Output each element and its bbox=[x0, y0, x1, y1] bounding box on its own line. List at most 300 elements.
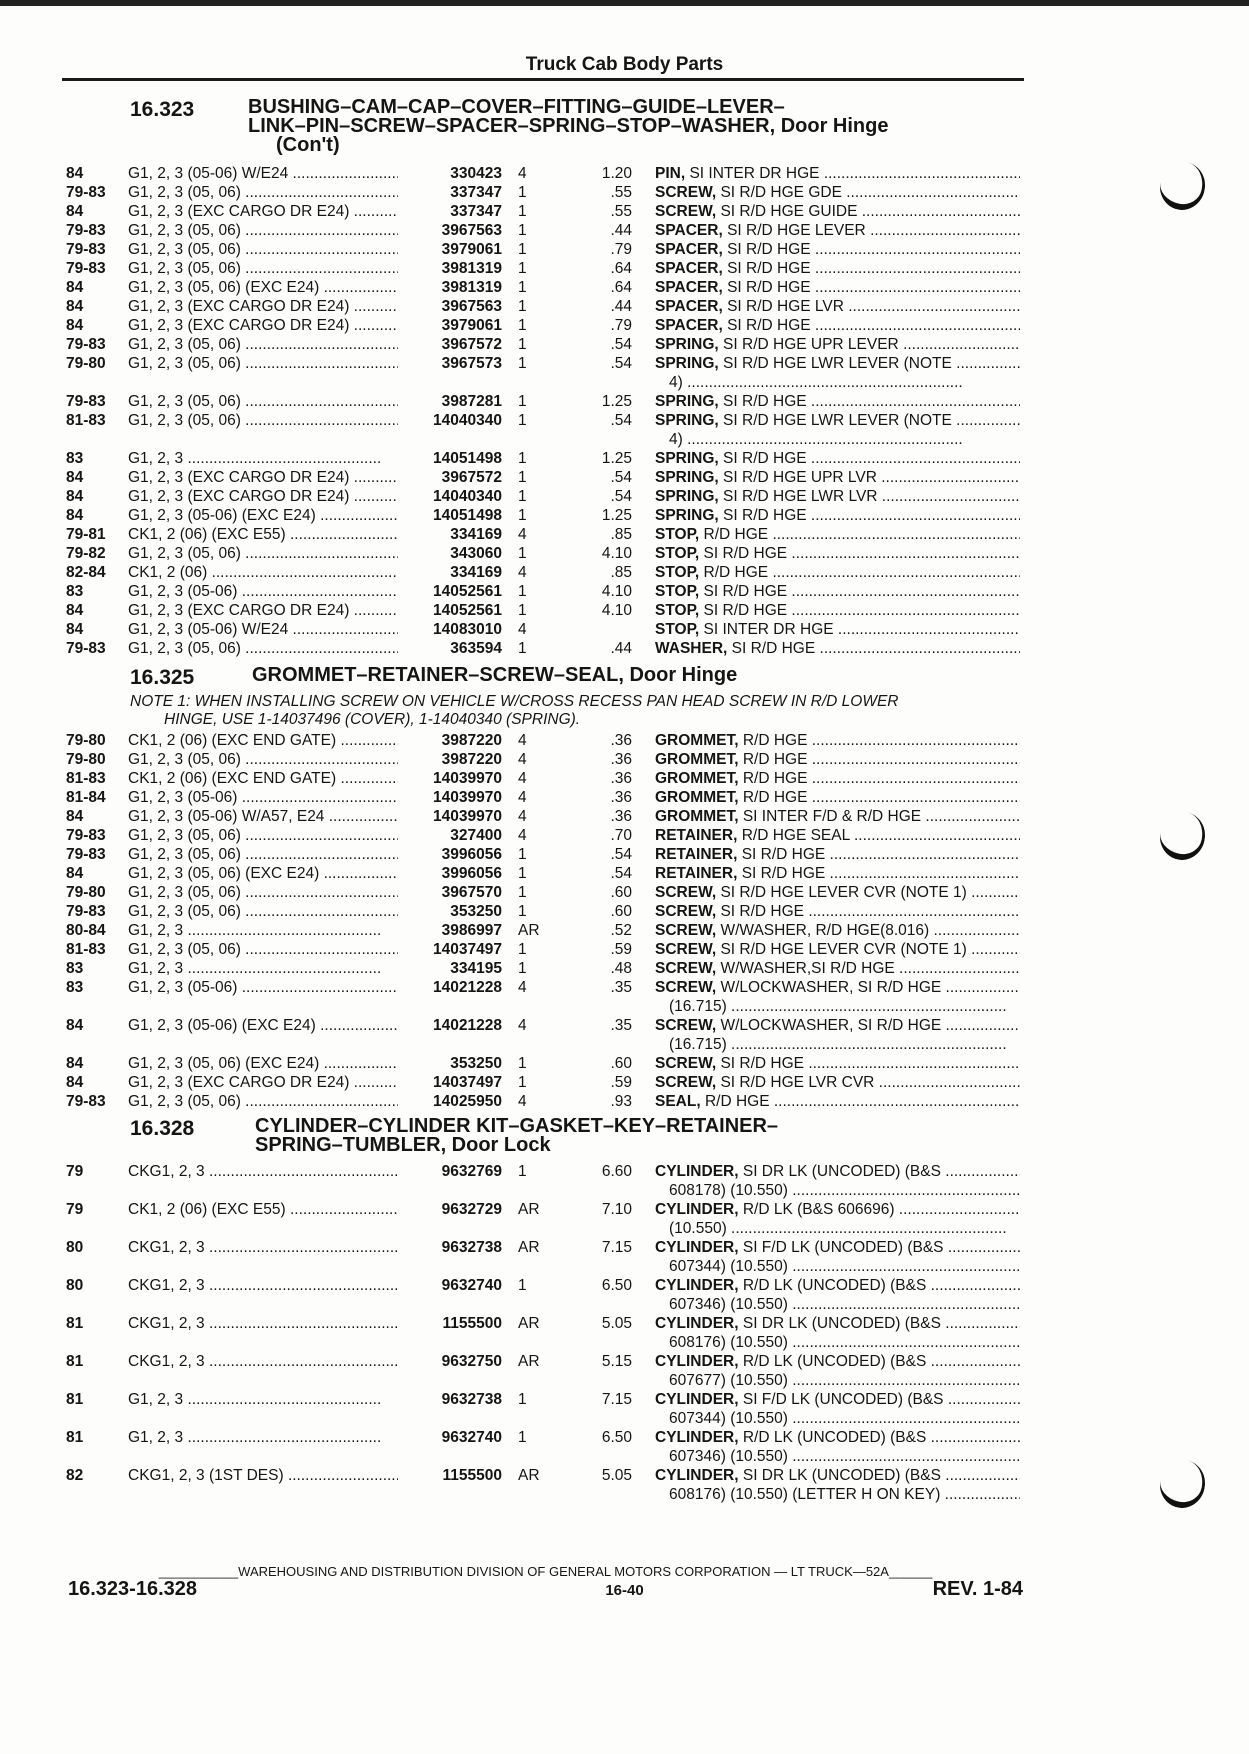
part-description bbox=[655, 544, 1020, 563]
part-row bbox=[0, 1352, 1249, 1389]
description-line bbox=[655, 202, 1020, 221]
part-row bbox=[0, 601, 1249, 620]
part-number: 14021228 bbox=[433, 979, 502, 996]
model-years: 84 bbox=[66, 808, 84, 825]
part-number: 363594 bbox=[450, 640, 502, 657]
description-line bbox=[655, 902, 1020, 921]
price: .70 bbox=[610, 827, 632, 844]
model-years: 84 bbox=[66, 165, 84, 182]
part-row bbox=[0, 1162, 1249, 1199]
item-name: STOP, bbox=[655, 545, 700, 562]
application: CKG1, 2, 3 ..... bbox=[128, 1352, 398, 1371]
part-row bbox=[0, 620, 1249, 639]
application: G1, 2, 3 ..... bbox=[128, 1428, 398, 1447]
quantity: 1 bbox=[518, 222, 527, 239]
section-number: 16.328 bbox=[130, 1117, 195, 1140]
item-name: SPRING, bbox=[655, 393, 719, 410]
part-description bbox=[655, 1162, 1020, 1200]
model-years: 79-83 bbox=[66, 260, 106, 277]
part-row bbox=[0, 1238, 1249, 1275]
footer-revision: REV. 1-84 bbox=[932, 1578, 1023, 1600]
application: G1, 2, 3 (05, 06) ..... bbox=[128, 335, 398, 354]
part-description bbox=[655, 1466, 1020, 1504]
part-description bbox=[655, 582, 1020, 601]
item-name: CYLINDER, bbox=[655, 1353, 739, 1370]
description-continuation: 607677) (10.550) ..... bbox=[655, 1371, 1020, 1390]
application: CK1, 2 (06) (EXC E55) ..... bbox=[128, 1200, 398, 1219]
application: G1, 2, 3 (05, 06) (EXC E24) ..... bbox=[128, 864, 398, 883]
quantity: 1 bbox=[518, 412, 527, 429]
quantity: 1 bbox=[518, 846, 527, 863]
section-title-line: (Con't) bbox=[276, 134, 340, 156]
part-row bbox=[0, 183, 1249, 202]
part-row bbox=[0, 392, 1249, 411]
part-description bbox=[655, 921, 1020, 940]
model-years: 84 bbox=[66, 203, 84, 220]
description-line bbox=[655, 1238, 1020, 1257]
item-name: RETAINER, bbox=[655, 827, 738, 844]
part-description bbox=[655, 392, 1020, 411]
part-row bbox=[0, 1054, 1249, 1073]
item-detail: SI F/D LK (UNCODED) (B&S bbox=[742, 1391, 944, 1408]
quantity: 1 bbox=[518, 507, 527, 524]
item-detail: R/D LK (UNCODED) (B&S bbox=[742, 1353, 927, 1370]
part-number: 3979061 bbox=[441, 317, 502, 334]
item-detail: R/D HGE bbox=[703, 526, 769, 543]
part-row bbox=[0, 335, 1249, 354]
item-detail: SI INTER DR HGE bbox=[703, 621, 834, 638]
description-line bbox=[655, 1016, 1020, 1035]
item-detail: SI R/D HGE bbox=[723, 393, 807, 410]
application: G1, 2, 3 (05, 06) ..... bbox=[128, 259, 398, 278]
model-years: 79-83 bbox=[66, 640, 106, 657]
model-years: 79 bbox=[66, 1163, 84, 1180]
price: .64 bbox=[610, 260, 632, 277]
description-line bbox=[655, 449, 1020, 468]
model-years: 84 bbox=[66, 621, 84, 638]
quantity: 1 bbox=[518, 640, 527, 657]
model-years: 79-82 bbox=[66, 545, 106, 562]
item-detail: SI R/D HGE UPR LVR bbox=[723, 469, 877, 486]
item-detail: R/D LK (UNCODED) (B&S bbox=[742, 1429, 927, 1446]
quantity: 1 bbox=[518, 488, 527, 505]
description-line bbox=[655, 959, 1020, 978]
item-name: SPRING, bbox=[655, 450, 719, 467]
part-number: 14021228 bbox=[433, 1017, 502, 1034]
part-description bbox=[655, 1352, 1020, 1390]
quantity: 4 bbox=[518, 770, 527, 787]
quantity: 1 bbox=[518, 545, 527, 562]
part-row bbox=[0, 978, 1249, 1016]
item-detail: SI DR LK (UNCODED) (B&S bbox=[742, 1163, 941, 1180]
application: CKG1, 2, 3 ..... bbox=[128, 1238, 398, 1257]
item-detail: SI R/D HGE LWR LEVER (NOTE bbox=[723, 355, 952, 372]
part-description bbox=[655, 864, 1020, 883]
quantity: 1 bbox=[518, 1277, 527, 1294]
item-name: GROMMET, bbox=[655, 808, 739, 825]
application: G1, 2, 3 (05-06) (EXC E24) ..... bbox=[128, 506, 398, 525]
item-detail: SI R/D HGE bbox=[727, 260, 811, 277]
application: G1, 2, 3 (05, 06) (EXC E24) ..... bbox=[128, 278, 398, 297]
item-name: SPACER, bbox=[655, 317, 723, 334]
part-row bbox=[0, 487, 1249, 506]
model-years: 82 bbox=[66, 1467, 84, 1484]
quantity: 1 bbox=[518, 1429, 527, 1446]
quantity: 1 bbox=[518, 1055, 527, 1072]
note-line: HINGE, USE 1-14037496 (COVER), 1-14040340 (SPRING). bbox=[164, 711, 581, 728]
price: 1.25 bbox=[601, 393, 632, 410]
application: G1, 2, 3 (05, 06) ..... bbox=[128, 1092, 398, 1111]
item-name: SPRING, bbox=[655, 507, 719, 524]
price: 1.25 bbox=[601, 450, 632, 467]
parts-list-16-325 bbox=[0, 731, 1249, 1111]
application: G1, 2, 3 (05, 06) ..... bbox=[128, 411, 398, 430]
item-detail: SI F/D LK (UNCODED) (B&S bbox=[742, 1239, 944, 1256]
application: G1, 2, 3 (05, 06) ..... bbox=[128, 544, 398, 563]
part-description bbox=[655, 940, 1020, 959]
model-years: 84 bbox=[66, 469, 84, 486]
section-title bbox=[255, 1117, 1015, 1155]
quantity: 4 bbox=[518, 621, 527, 638]
part-number: 14052561 bbox=[433, 602, 502, 619]
application: G1, 2, 3 (05-06) ..... bbox=[128, 978, 398, 997]
part-row bbox=[0, 240, 1249, 259]
part-description bbox=[655, 202, 1020, 221]
model-years: 79 bbox=[66, 1201, 84, 1218]
part-number: 3981319 bbox=[441, 279, 502, 296]
quantity: 4 bbox=[518, 1017, 527, 1034]
price: 1.25 bbox=[601, 507, 632, 524]
quantity: 1 bbox=[518, 960, 527, 977]
quantity: 1 bbox=[518, 865, 527, 882]
section-title-line: LINK–PIN–SCREW–SPACER–SPRING–STOP–WASHER, Door Hinge bbox=[248, 115, 889, 137]
part-row bbox=[0, 164, 1249, 183]
description-line bbox=[655, 411, 1020, 430]
application: G1, 2, 3 (05-06) W/E24 ..... bbox=[128, 164, 398, 183]
part-row bbox=[0, 864, 1249, 883]
application: G1, 2, 3 (05, 06) ..... bbox=[128, 639, 398, 658]
description-continuation: 607344) (10.550) ..... bbox=[655, 1409, 1020, 1428]
part-row bbox=[0, 1466, 1249, 1503]
part-number: 353250 bbox=[450, 903, 502, 920]
application: G1, 2, 3 ..... bbox=[128, 959, 398, 978]
price: .54 bbox=[610, 355, 632, 372]
item-name: SCREW, bbox=[655, 1074, 717, 1091]
quantity: 4 bbox=[518, 751, 527, 768]
application: G1, 2, 3 (05, 06) ..... bbox=[128, 240, 398, 259]
item-name: SEAL, bbox=[655, 1093, 701, 1110]
description-line bbox=[655, 1276, 1020, 1295]
part-description bbox=[655, 411, 1020, 449]
part-number: 14040340 bbox=[433, 412, 502, 429]
application: G1, 2, 3 (EXC CARGO DR E24) ..... bbox=[128, 297, 398, 316]
part-description bbox=[655, 1314, 1020, 1352]
part-number: 3996056 bbox=[441, 865, 502, 882]
part-description bbox=[655, 1016, 1020, 1054]
part-number: 330423 bbox=[450, 165, 502, 182]
part-description bbox=[655, 354, 1020, 392]
part-description bbox=[655, 278, 1020, 297]
price: .79 bbox=[610, 317, 632, 334]
description-line bbox=[655, 259, 1020, 278]
item-name: RETAINER, bbox=[655, 846, 738, 863]
item-detail: R/D HGE bbox=[742, 732, 808, 749]
model-years: 82-84 bbox=[66, 564, 106, 581]
item-name: CYLINDER, bbox=[655, 1391, 739, 1408]
price: 6.50 bbox=[601, 1277, 632, 1294]
description-continuation: 607346) (10.550) ..... bbox=[655, 1447, 1020, 1466]
description-line bbox=[655, 1314, 1020, 1333]
item-detail: SI R/D HGE LVR CVR bbox=[720, 1074, 875, 1091]
price: 7.15 bbox=[601, 1391, 632, 1408]
item-detail: SI R/D HGE bbox=[703, 583, 788, 600]
item-detail: R/D LK (UNCODED) (B&S bbox=[742, 1277, 927, 1294]
part-number: 14039970 bbox=[433, 808, 502, 825]
model-years: 79-83 bbox=[66, 846, 106, 863]
part-number: 334169 bbox=[450, 564, 502, 581]
model-years: 84 bbox=[66, 279, 84, 296]
price: .36 bbox=[610, 808, 632, 825]
price: .55 bbox=[610, 184, 632, 201]
application: G1, 2, 3 (EXC CARGO DR E24) ..... bbox=[128, 487, 398, 506]
model-years: 79-83 bbox=[66, 393, 106, 410]
item-name: SCREW, bbox=[655, 922, 717, 939]
quantity: 1 bbox=[518, 941, 527, 958]
model-years: 79-83 bbox=[66, 336, 106, 353]
price: 4.10 bbox=[601, 583, 632, 600]
quantity: AR bbox=[518, 1315, 540, 1332]
part-row bbox=[0, 845, 1249, 864]
quantity: 1 bbox=[518, 184, 527, 201]
price: 1.20 bbox=[601, 165, 632, 182]
part-description bbox=[655, 750, 1020, 769]
item-name: SCREW, bbox=[655, 1055, 717, 1072]
item-name: SCREW, bbox=[655, 979, 717, 996]
part-description bbox=[655, 788, 1020, 807]
part-number: 9632769 bbox=[441, 1163, 502, 1180]
quantity: AR bbox=[518, 1239, 540, 1256]
item-name: GROMMET, bbox=[655, 751, 739, 768]
description-line bbox=[655, 1390, 1020, 1409]
quantity: 1 bbox=[518, 1391, 527, 1408]
item-name: SCREW, bbox=[655, 960, 717, 977]
part-row bbox=[0, 316, 1249, 335]
description-line bbox=[655, 392, 1020, 411]
part-number: 334195 bbox=[450, 960, 502, 977]
section-title bbox=[248, 98, 1008, 155]
model-years: 81-84 bbox=[66, 789, 106, 806]
part-row bbox=[0, 883, 1249, 902]
application: CK1, 2 (06) (EXC END GATE) ..... bbox=[128, 769, 398, 788]
description-line bbox=[655, 1054, 1020, 1073]
item-detail: SI INTER F/D & R/D HGE bbox=[742, 808, 922, 825]
price: 5.05 bbox=[601, 1315, 632, 1332]
description-line bbox=[655, 1352, 1020, 1371]
part-row bbox=[0, 788, 1249, 807]
part-description bbox=[655, 1390, 1020, 1428]
page-header: Truck Cab Body Parts bbox=[525, 54, 724, 75]
description-line bbox=[655, 1162, 1020, 1181]
description-line bbox=[655, 826, 1020, 845]
part-number: 337347 bbox=[450, 203, 502, 220]
application: G1, 2, 3 (EXC CARGO DR E24) ..... bbox=[128, 1073, 398, 1092]
item-detail: R/D LK (B&S 606696) bbox=[742, 1201, 895, 1218]
item-detail: SI R/D HGE bbox=[741, 846, 826, 863]
price: .54 bbox=[610, 865, 632, 882]
item-name: CYLINDER, bbox=[655, 1429, 739, 1446]
description-line bbox=[655, 788, 1020, 807]
item-detail: SI R/D HGE bbox=[741, 865, 826, 882]
price: .54 bbox=[610, 336, 632, 353]
price: .85 bbox=[610, 526, 632, 543]
part-number: 9632729 bbox=[441, 1201, 502, 1218]
description-line bbox=[655, 544, 1020, 563]
application: G1, 2, 3 (05-06) W/A57, E24 ..... bbox=[128, 807, 398, 826]
part-row bbox=[0, 1092, 1249, 1111]
part-number: 353250 bbox=[450, 1055, 502, 1072]
application: G1, 2, 3 (05, 06) ..... bbox=[128, 940, 398, 959]
part-description bbox=[655, 221, 1020, 240]
quantity: 4 bbox=[518, 808, 527, 825]
model-years: 84 bbox=[66, 1074, 84, 1091]
item-name: WASHER, bbox=[655, 640, 728, 657]
application: G1, 2, 3 (EXC CARGO DR E24) ..... bbox=[128, 202, 398, 221]
footer-page-number: 16-40 bbox=[605, 1582, 644, 1599]
part-number: 14040340 bbox=[433, 488, 502, 505]
item-name: STOP, bbox=[655, 564, 700, 581]
quantity: 1 bbox=[518, 602, 527, 619]
description-continuation: 608176) (10.550) (LETTER H ON KEY) ..... bbox=[655, 1485, 1020, 1504]
part-number: 3967570 bbox=[441, 884, 502, 901]
footer-section-range: 16.323-16.328 bbox=[68, 1578, 198, 1600]
installation-note bbox=[130, 693, 1030, 729]
quantity: 4 bbox=[518, 827, 527, 844]
part-description bbox=[655, 316, 1020, 335]
price: .48 bbox=[610, 960, 632, 977]
description-line bbox=[655, 1428, 1020, 1447]
item-detail: SI R/D HGE LEVER bbox=[727, 222, 866, 239]
part-row bbox=[0, 525, 1249, 544]
price: .54 bbox=[610, 412, 632, 429]
application: CKG1, 2, 3 (1ST DES) ..... bbox=[128, 1466, 398, 1485]
price: .59 bbox=[610, 941, 632, 958]
part-row bbox=[0, 639, 1249, 658]
item-detail: R/D HGE bbox=[742, 789, 808, 806]
part-description bbox=[655, 769, 1020, 788]
part-description bbox=[655, 601, 1020, 620]
application: G1, 2, 3 (EXC CARGO DR E24) ..... bbox=[128, 601, 398, 620]
part-row bbox=[0, 278, 1249, 297]
quantity: 4 bbox=[518, 1093, 527, 1110]
price: .35 bbox=[610, 1017, 632, 1034]
part-number: 1155500 bbox=[442, 1467, 502, 1484]
item-name: SCREW, bbox=[655, 903, 717, 920]
quantity: 1 bbox=[518, 203, 527, 220]
part-number: 14051498 bbox=[433, 507, 502, 524]
description-continuation: (10.550) ..... bbox=[655, 1219, 1020, 1238]
price: .59 bbox=[610, 1074, 632, 1091]
item-detail: R/D HGE bbox=[742, 770, 808, 787]
part-row bbox=[0, 1016, 1249, 1054]
price: .52 bbox=[610, 922, 632, 939]
description-line bbox=[655, 278, 1020, 297]
description-line bbox=[655, 731, 1020, 750]
description-line bbox=[655, 506, 1020, 525]
item-name: SPACER, bbox=[655, 260, 723, 277]
part-number: 3979061 bbox=[441, 241, 502, 258]
model-years: 79-81 bbox=[66, 526, 106, 543]
model-years: 79-83 bbox=[66, 1093, 106, 1110]
part-description bbox=[655, 1428, 1020, 1466]
item-detail: SI R/D HGE bbox=[723, 507, 807, 524]
quantity: AR bbox=[518, 922, 540, 939]
model-years: 79-83 bbox=[66, 241, 106, 258]
quantity: 1 bbox=[518, 260, 527, 277]
model-years: 81 bbox=[66, 1429, 84, 1446]
application: G1, 2, 3 (05-06) ..... bbox=[128, 788, 398, 807]
quantity: 1 bbox=[518, 583, 527, 600]
item-name: CYLINDER, bbox=[655, 1163, 739, 1180]
model-years: 79-80 bbox=[66, 732, 106, 749]
description-line bbox=[655, 601, 1020, 620]
part-number: 334169 bbox=[450, 526, 502, 543]
part-number: 14025950 bbox=[433, 1093, 502, 1110]
price: .60 bbox=[610, 884, 632, 901]
application: G1, 2, 3 (05, 06) ..... bbox=[128, 392, 398, 411]
item-detail: SI R/D HGE GDE bbox=[720, 184, 842, 201]
description-continuation: 4) ..... bbox=[655, 373, 1020, 392]
item-detail: SI R/D HGE bbox=[720, 1055, 805, 1072]
item-detail: R/D HGE bbox=[742, 751, 808, 768]
description-line bbox=[655, 1466, 1020, 1485]
description-line bbox=[655, 620, 1020, 639]
description-line bbox=[655, 864, 1020, 883]
item-name: SPRING, bbox=[655, 412, 719, 429]
item-detail: SI INTER DR HGE bbox=[689, 165, 820, 182]
part-description bbox=[655, 731, 1020, 750]
description-continuation: 607346) (10.550) ..... bbox=[655, 1295, 1020, 1314]
part-row bbox=[0, 449, 1249, 468]
item-name: SCREW, bbox=[655, 1017, 717, 1034]
description-line bbox=[655, 487, 1020, 506]
application: G1, 2, 3 (05, 06) ..... bbox=[128, 354, 398, 373]
price: .44 bbox=[610, 222, 632, 239]
item-name: SPACER, bbox=[655, 222, 723, 239]
quantity: 1 bbox=[518, 336, 527, 353]
model-years: 83 bbox=[66, 960, 84, 977]
description-line bbox=[655, 1092, 1020, 1111]
price: .36 bbox=[610, 770, 632, 787]
item-name: SCREW, bbox=[655, 184, 717, 201]
section-number: 16.323 bbox=[130, 98, 195, 121]
item-detail: SI R/D HGE bbox=[720, 903, 805, 920]
price: .54 bbox=[610, 469, 632, 486]
quantity: AR bbox=[518, 1201, 540, 1218]
quantity: 1 bbox=[518, 884, 527, 901]
item-name: SPRING, bbox=[655, 469, 719, 486]
application: G1, 2, 3 ..... bbox=[128, 1390, 398, 1409]
part-number: 3987220 bbox=[441, 732, 502, 749]
part-number: 337347 bbox=[450, 184, 502, 201]
model-years: 79-83 bbox=[66, 222, 106, 239]
quantity: 1 bbox=[518, 903, 527, 920]
model-years: 81 bbox=[66, 1315, 84, 1332]
application: G1, 2, 3 (05, 06) ..... bbox=[128, 845, 398, 864]
item-name: STOP, bbox=[655, 526, 700, 543]
part-description bbox=[655, 845, 1020, 864]
quantity: 1 bbox=[518, 241, 527, 258]
item-detail: SI R/D HGE bbox=[723, 450, 807, 467]
